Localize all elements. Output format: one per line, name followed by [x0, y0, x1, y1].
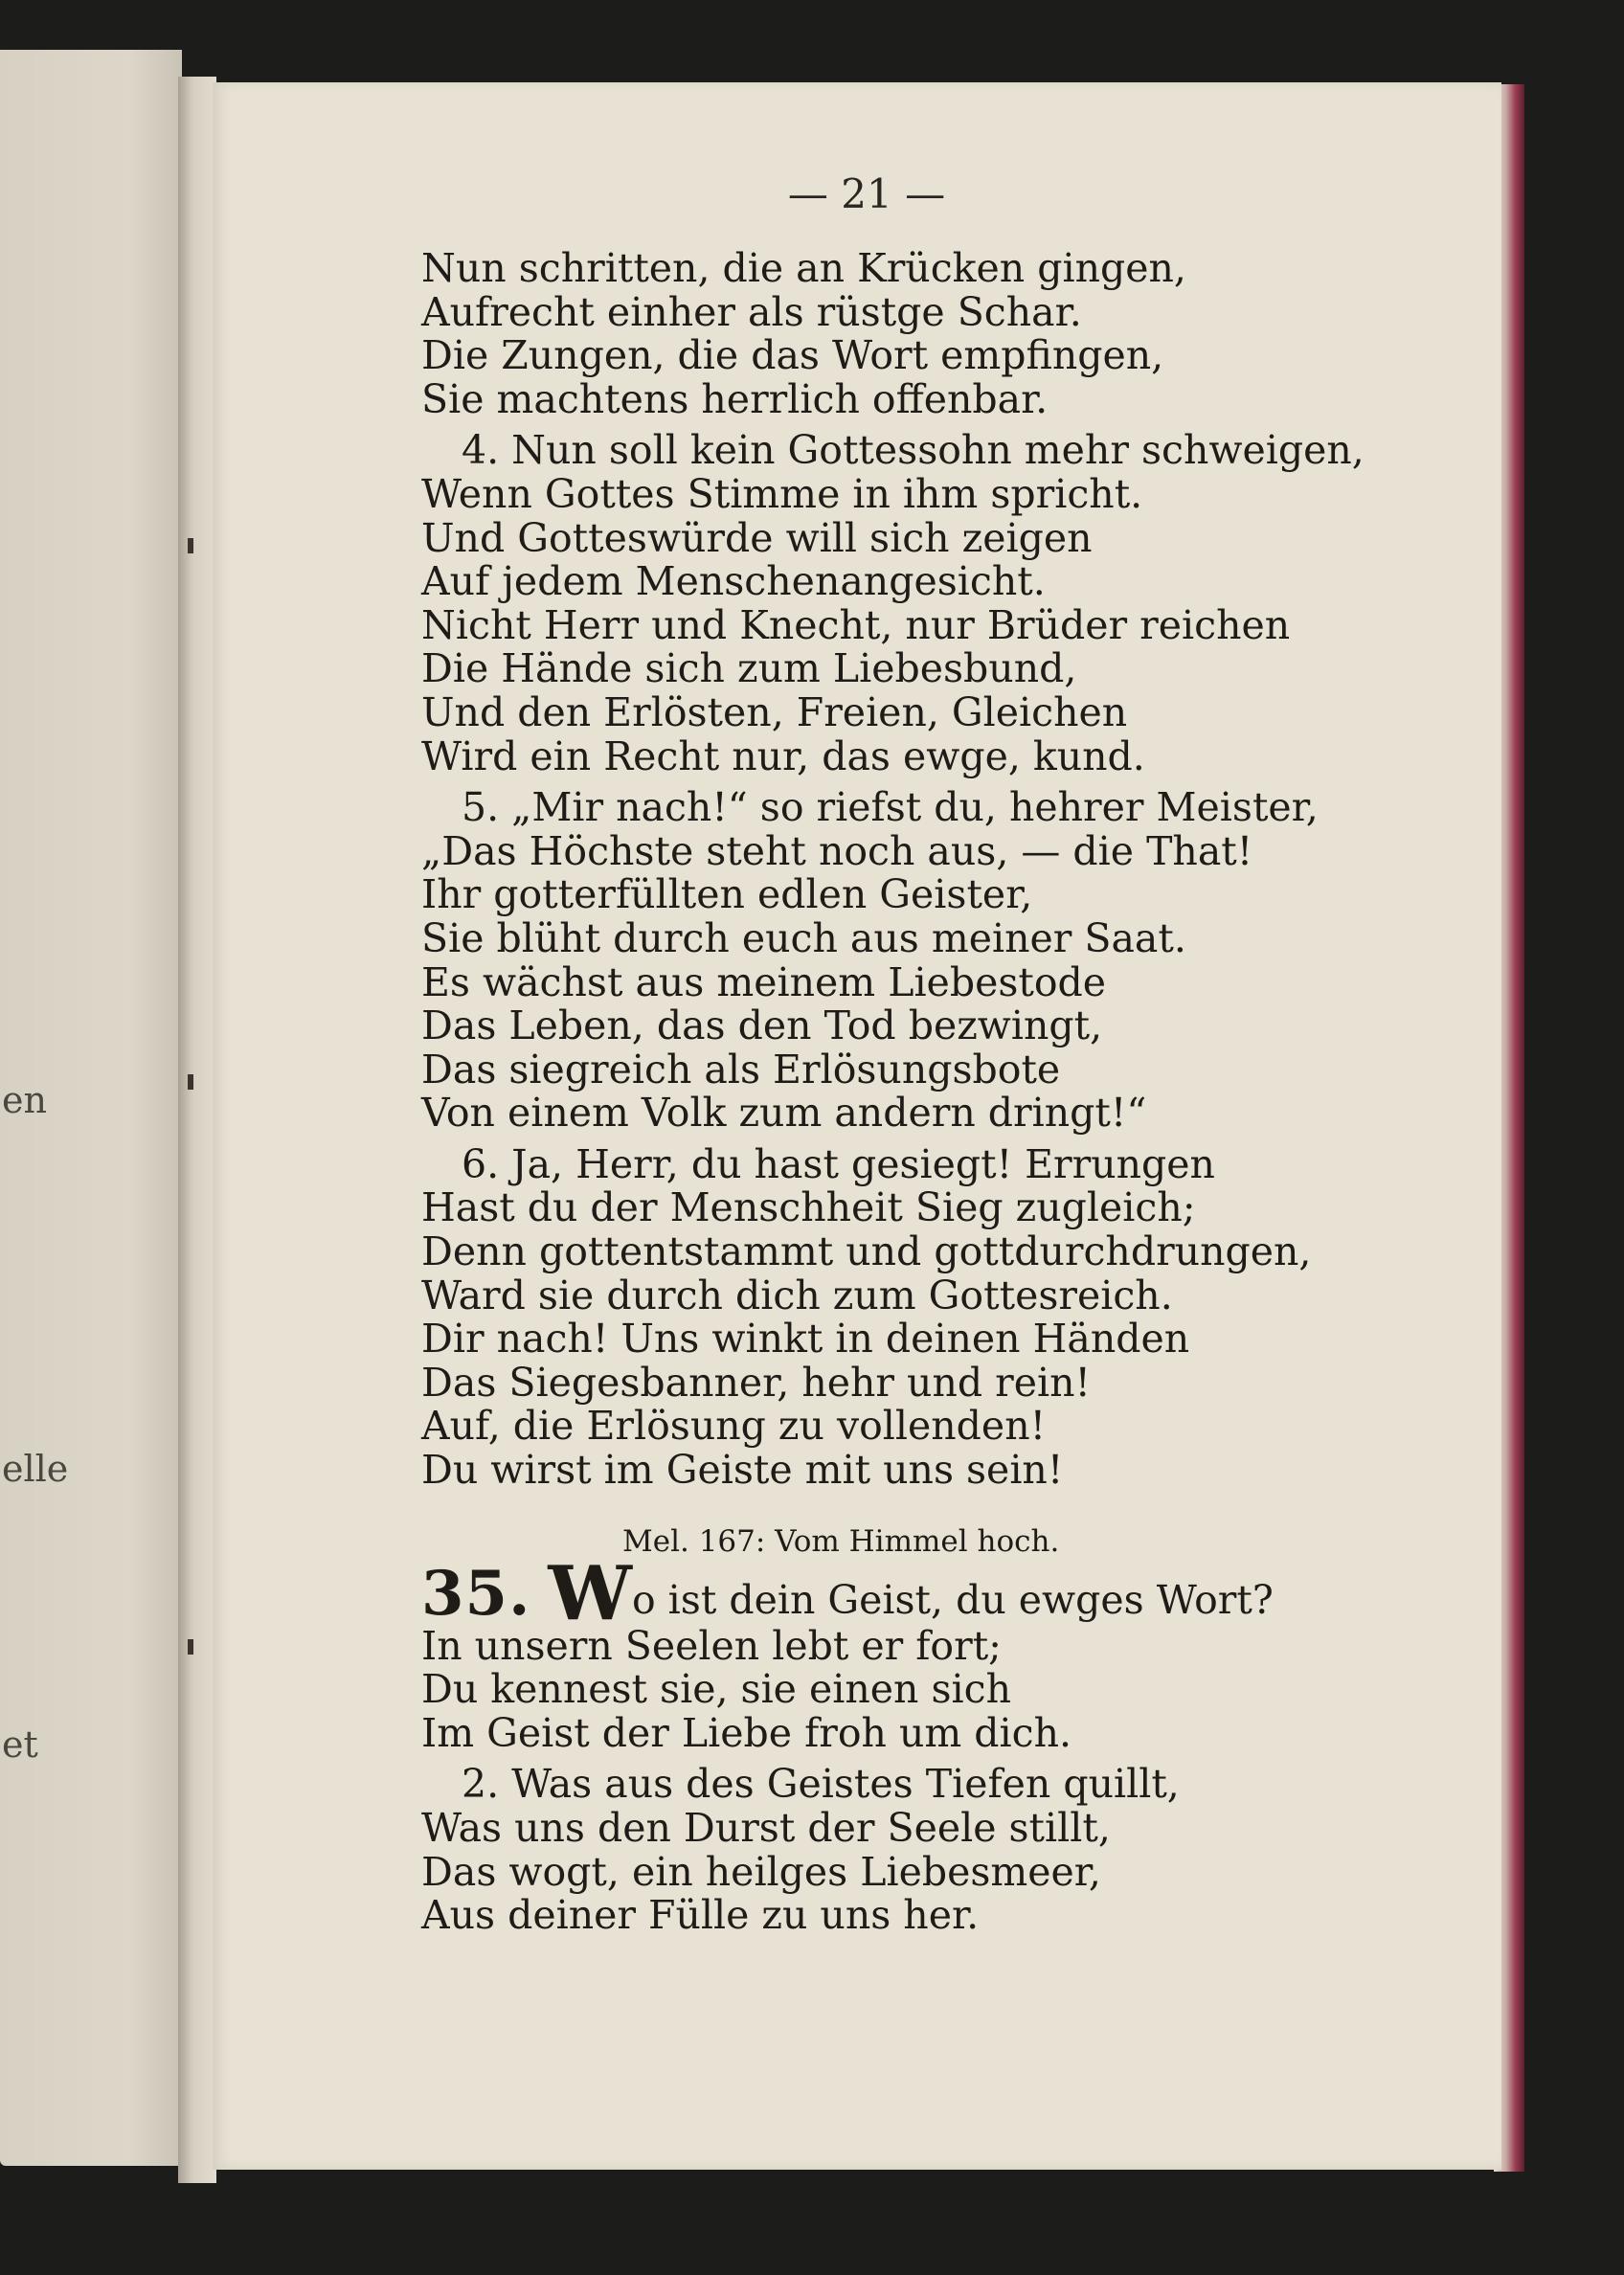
left-page-fragment: elle — [2, 1448, 69, 1490]
verse-line: Aus deiner Fülle zu uns her. — [421, 1892, 980, 1939]
stanza-3-end — [421, 247, 1475, 421]
verse-line: Aufrecht einher als rüstge Schar. — [421, 288, 1082, 335]
verse-line: Was uns den Durst der Seele stillt, — [421, 1805, 1111, 1851]
melody-note: Mel. 167: Vom Himmel hoch. — [622, 1523, 1060, 1559]
verse-line: Und den Erlösten, Freien, Gleichen — [421, 688, 1128, 735]
verse-line: Nicht Herr und Knecht, nur Brüder reichen — [421, 601, 1291, 648]
verse-line: Du wirst im Geiste mit uns sein! — [421, 1447, 1064, 1494]
verse-line: Auf jedem Menschenangesicht. — [421, 558, 1046, 605]
verse-line: Ward sie durch dich zum Gottesreich. — [421, 1272, 1173, 1318]
page-number-header: — 21 — — [787, 170, 946, 217]
hymn-number: 35. — [421, 1557, 531, 1630]
verse-line: 4. Nun soll kein Gottessohn mehr schweigen, — [462, 427, 1365, 474]
verse-line: Das Siegesbanner, hehr und rein! — [421, 1359, 1091, 1406]
book-gutter — [178, 77, 216, 2183]
binding-stitch — [188, 538, 193, 553]
hymn-35 — [421, 1549, 1475, 1939]
verse-line: Im Geist der Liebe froh um dich. — [421, 1709, 1072, 1756]
verse-line: Du kennest sie, sie einen sich — [421, 1666, 1011, 1713]
verse-line: Denn gottentstammt und gottdurchdrungen, — [421, 1228, 1312, 1275]
verse-line: 2. Was aus des Geistes Tiefen quillt, — [462, 1761, 1180, 1808]
book-page — [213, 82, 1501, 2170]
verse-line: Hast du der Menschheit Sieg zugleich; — [421, 1184, 1196, 1231]
verse-line: Auf, die Erlösung zu vollenden! — [421, 1403, 1047, 1450]
stanza-6 — [421, 1140, 1475, 1494]
verse-line: Wenn Gottes Stimme in ihm spricht. — [421, 470, 1143, 517]
verse-line: Von einem Volk zum andern dringt!“ — [421, 1090, 1147, 1137]
stanza-5 — [421, 786, 1475, 1136]
verse-line: Die Zungen, die das Wort empfingen, — [421, 332, 1164, 379]
verse-line: Ihr gotterfüllten edlen Geister, — [421, 871, 1033, 918]
verse-line: „Das Höchste steht noch aus, — die That! — [421, 827, 1253, 874]
verse-line: o ist dein Geist, du ewges Wort? — [631, 1577, 1274, 1624]
verse-line: Es wächst aus meinem Liebestode — [421, 958, 1107, 1005]
verse-line: Wird ein Recht nur, das ewge, kund. — [421, 732, 1145, 779]
drop-initial: W — [548, 1549, 632, 1637]
verse-line: Nun schritten, die an Krücken gingen, — [421, 245, 1186, 291]
binding-stitch — [188, 1074, 193, 1090]
left-page — [0, 50, 182, 2166]
verse-line: Das Leben, das den Tod bezwingt, — [421, 1002, 1103, 1049]
left-page-fragment: en — [2, 1079, 47, 1121]
verse-line: In unsern Seelen lebt er fort; — [421, 1622, 1002, 1669]
verse-line: 6. Ja, Herr, du hast gesiegt! Errungen — [462, 1140, 1215, 1187]
verse-line: Sie machtens herrlich offenbar. — [421, 375, 1049, 422]
verse-line: 5. „Mir nach!“ so riefst du, hehrer Meister, — [462, 784, 1319, 831]
verse-line: Sie blüht durch euch aus meiner Saat. — [421, 914, 1186, 961]
verse-line: Und Gotteswürde will sich zeigen — [421, 514, 1093, 561]
binding-stitch — [188, 1639, 193, 1655]
stanza-4 — [421, 429, 1475, 778]
left-page-fragment: et — [2, 1723, 38, 1766]
verse-line: Das wogt, ein heilges Liebesmeer, — [421, 1848, 1101, 1895]
page-text — [421, 247, 1475, 1938]
verse-line: Dir nach! Uns winkt in deinen Händen — [421, 1316, 1190, 1363]
verse-line: Das siegreich als Erlösungsbote — [421, 1046, 1061, 1092]
verse-line: Die Hände sich zum Liebesbund, — [421, 645, 1077, 692]
hymn-first-line — [421, 1549, 1475, 1637]
